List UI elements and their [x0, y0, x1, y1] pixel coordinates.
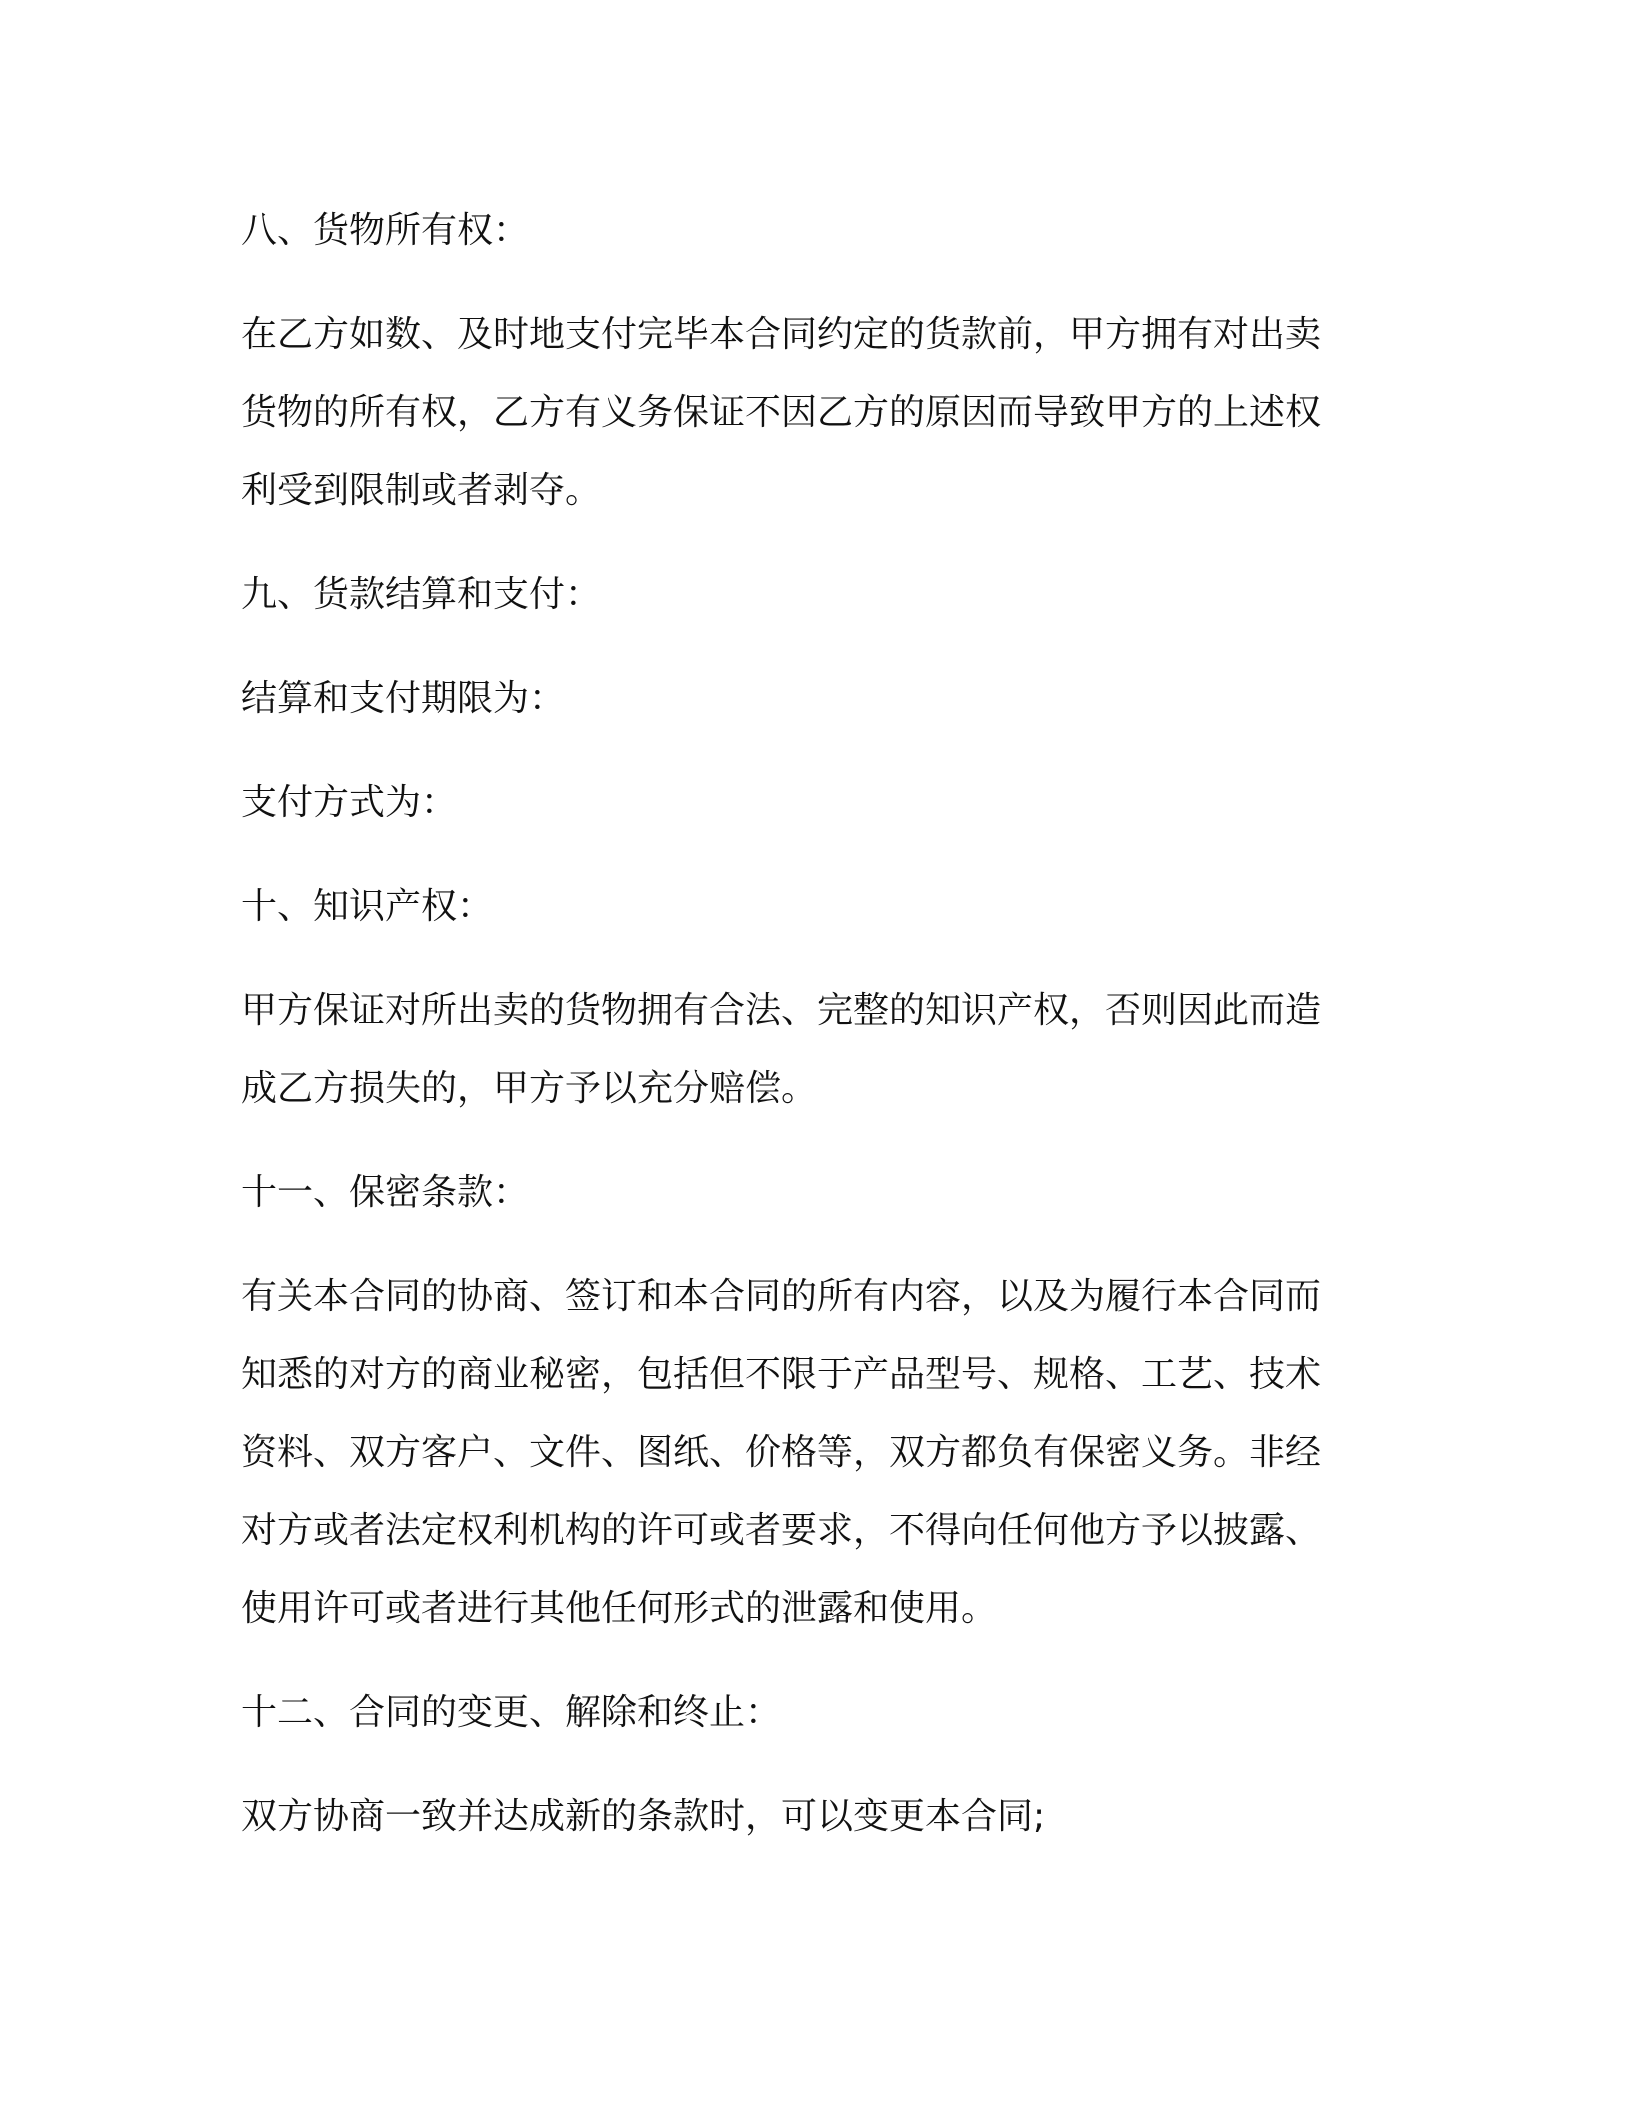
- paragraph-line: 货物的所有权，乙方有义务保证不因乙方的原因而导致甲方的上述权: [241, 392, 1322, 433]
- section-heading-ownership: 八、货物所有权：: [241, 210, 530, 251]
- section-heading-payment: 九、货款结算和支付：: [241, 574, 602, 615]
- paragraph-line: 成乙方损失的，甲方予以充分赔偿。: [241, 1068, 818, 1109]
- paragraph-line: 知悉的对方的商业秘密，包括但不限于产品型号、规格、工艺、技术: [241, 1354, 1322, 1395]
- paragraph-confidentiality: [241, 1258, 1371, 1648]
- paragraph-line: 有关本合同的协商、签订和本合同的所有内容，以及为履行本合同而: [241, 1276, 1322, 1317]
- section-heading-confidentiality: 十一、保密条款：: [241, 1172, 530, 1213]
- paragraph-line: 在乙方如数、及时地支付完毕本合同约定的货款前，甲方拥有对出卖: [241, 314, 1322, 355]
- section-heading-amendment: 十二、合同的变更、解除和终止：: [241, 1692, 782, 1733]
- paragraph-ownership: [241, 296, 1371, 530]
- paragraph-amendment: [241, 1778, 1371, 1856]
- paragraph-line: 双方协商一致并达成新的条款时，可以变更本合同;: [241, 1796, 1046, 1837]
- section-heading-ip: 十、知识产权：: [241, 886, 494, 927]
- document-body: [241, 192, 1371, 1882]
- paragraph-line: 甲方保证对所出卖的货物拥有合法、完整的知识产权，否则因此而造: [241, 990, 1322, 1031]
- paragraph-line: 使用许可或者进行其他任何形式的泄露和使用。: [241, 1588, 998, 1629]
- paragraph-line: 利受到限制或者剥夺。: [241, 470, 602, 511]
- paragraph-line: 对方或者法定权利机构的许可或者要求，不得向任何他方予以披露、: [241, 1510, 1322, 1551]
- paragraph-line: 资料、双方客户、文件、图纸、价格等，双方都负有保密义务。非经: [241, 1432, 1322, 1473]
- paragraph-ip: [241, 972, 1371, 1128]
- payment-method-item: 支付方式为：: [241, 782, 458, 823]
- payment-term-item: 结算和支付期限为：: [241, 678, 566, 719]
